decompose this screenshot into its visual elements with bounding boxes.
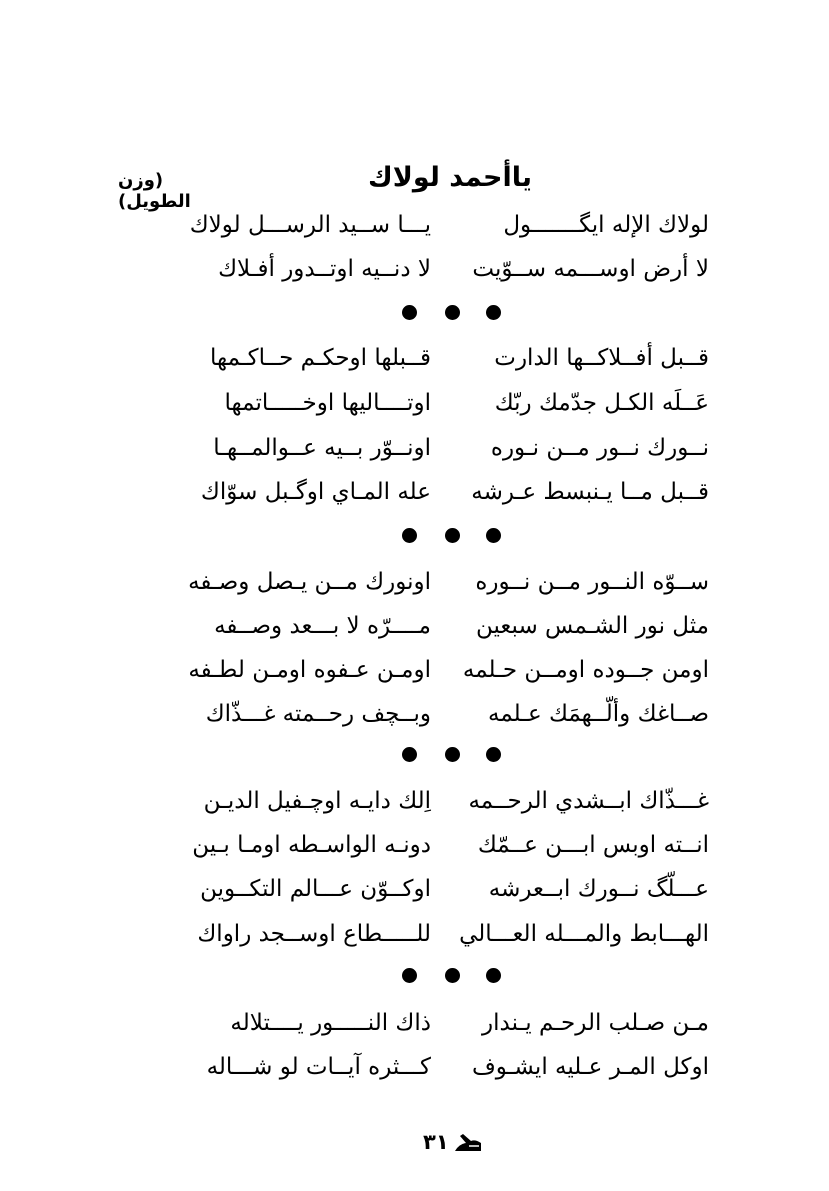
verse-line <box>0 338 829 378</box>
separator-dot <box>486 528 501 543</box>
verse-line <box>0 914 829 954</box>
second-hemistich: دونـه الواسـطه اومـا بـين <box>192 832 431 858</box>
first-hemistich: مثل نور الشـمس سبعين <box>475 613 709 639</box>
stanza-separator <box>400 747 510 763</box>
second-hemistich: ذاك النـــــور يــــتلاله <box>230 1010 431 1036</box>
first-hemistich: اومن جــوده اومــن حـلمه <box>462 657 709 683</box>
first-hemistich: صــاغك وألّــهمَك عـلمه <box>487 701 709 727</box>
verse-line <box>0 650 829 690</box>
separator-dot <box>486 968 501 983</box>
separator-dot <box>445 528 460 543</box>
second-hemistich: اومـن عـفوه اومـن لطـفه <box>188 657 431 683</box>
first-hemistich: لولاك الإله ايگـــــــول <box>503 212 709 238</box>
verse-line <box>0 694 829 734</box>
first-hemistich: انــته اوبس ابـــن عــمّك <box>477 832 709 858</box>
page-footer <box>405 1128 495 1158</box>
verse-line <box>0 472 829 512</box>
second-hemistich: اونورك مــن يـصل وصـفه <box>188 569 431 595</box>
separator-dot <box>486 305 501 320</box>
second-hemistich: لا دنــيه اوتــدور أفـلاك <box>218 256 431 282</box>
second-hemistich: كـــثره آيــات لو شـــاله <box>206 1054 431 1080</box>
second-hemistich: اونــوّر بــيه عــوالمــهـا <box>213 435 431 461</box>
first-hemistich: اوكل المـر عـليه ايشـوف <box>471 1054 709 1080</box>
first-hemistich: قــبل مــا يـنبسط عـرشه <box>471 479 709 505</box>
second-hemistich: عله المـاي اوگـبل سوّاك <box>200 479 431 505</box>
meter-label: (وزن الطويل) <box>118 170 191 212</box>
second-hemistich: اِلك دايـه اوچـفيل الديـن <box>203 788 431 814</box>
first-hemistich: لا أرض اوســـمه ســوّيت <box>472 256 709 282</box>
verse-line <box>0 1003 829 1043</box>
separator-dot <box>402 305 417 320</box>
separator-dot <box>445 747 460 762</box>
pen-hand-icon <box>453 1131 485 1158</box>
verse-line <box>0 249 829 289</box>
verse-line <box>0 606 829 646</box>
stanza-separator <box>400 968 510 984</box>
verse-line <box>0 869 829 909</box>
second-hemistich: للـــــطاع اوســجد راواك <box>197 921 431 947</box>
stanza-separator <box>400 528 510 544</box>
separator-dot <box>486 747 501 762</box>
poem-title: ياأحمد لولاك <box>367 162 532 193</box>
first-hemistich: عـــلّگ نــورك ابــعرشه <box>488 876 709 902</box>
first-hemistich: غـــذّاك ابــشدي الرحــمه <box>468 788 709 814</box>
separator-dot <box>402 968 417 983</box>
first-hemistich: قــبل أفــلاكــها الدارت <box>494 345 709 371</box>
second-hemistich: قــبلها اوحكـم حــاكـمها <box>209 345 431 371</box>
verse-line <box>0 205 829 245</box>
first-hemistich: ســوّه النــور مــن نــوره <box>475 569 709 595</box>
verse-line <box>0 825 829 865</box>
first-hemistich: مـن صـلب الرحـم يـندار <box>482 1010 709 1036</box>
second-hemistich: وبــچف رحــمته غـــذّاك <box>205 701 431 727</box>
second-hemistich: اوتــــاليها اوخـــــاتمها <box>224 390 431 416</box>
verse-line <box>0 383 829 423</box>
first-hemistich: نــورك نــور مــن نـوره <box>490 435 709 461</box>
separator-dot <box>402 747 417 762</box>
second-hemistich: اوكــوّن عـــالم التكــوين <box>200 876 431 902</box>
separator-dot <box>402 528 417 543</box>
verse-line <box>0 562 829 602</box>
stanza-separator <box>400 305 510 321</box>
verse-line <box>0 781 829 821</box>
verse-line <box>0 428 829 468</box>
separator-dot <box>445 305 460 320</box>
second-hemistich: يـــا ســيد الرســـل لولاك <box>189 212 431 238</box>
first-hemistich: الهـــابط والمـــله العـــالي <box>459 921 709 947</box>
page-number: ٣١ <box>423 1130 449 1154</box>
verse-line <box>0 1047 829 1087</box>
separator-dot <box>445 968 460 983</box>
first-hemistich: عَــلَه الكـل جدّمك ربّك <box>494 390 709 416</box>
second-hemistich: مــــرّه لا بـــعد وصــفه <box>214 613 431 639</box>
